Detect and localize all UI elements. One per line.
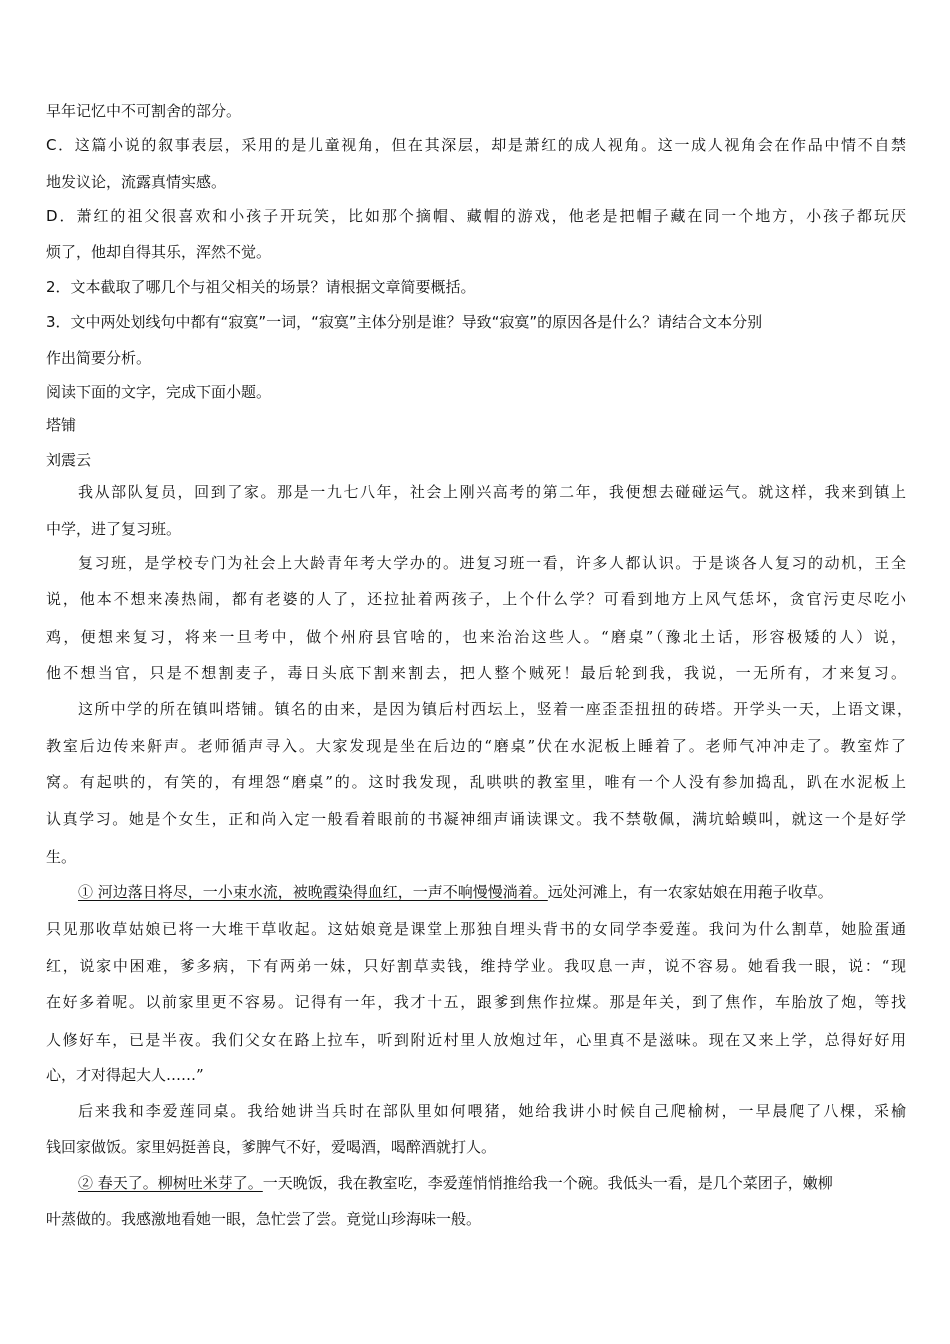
paragraph-4-line-5: 人修好车，已是半夜。我们父女在路上拉车，听到附近村里人放炮过年，心里真不是滋味。现在又来上学，总得好好用 — [46, 1031, 906, 1049]
paragraph-3-line-2: 教室后边传来鼾声。老师循声寻入。大家发现是坐在后边的“磨桌”伏在水泥板上睡着了。老师气冲冲走了。教室炸了 — [46, 737, 906, 755]
paragraph-6-line-1-rest: 一天晚饭，我在教室吃，李爱莲悄悄推给我一个碗。我低头一看，是几个菜团子，嫩柳 — [262, 1174, 833, 1192]
paragraph-3-line-3: 窝。有起哄的，有笑的，有埋怨“磨桌”的。这时我发现，乱哄哄的教室里，唯有一个人没有参加捣乱，趴在水泥板上 — [46, 773, 906, 791]
paragraph-4-line-6: 心，才对得起大人……” — [46, 1066, 204, 1084]
option-c-line-2: 地发议论，流露真情实感。 — [46, 173, 227, 191]
paragraph-2-line-1: 复习班，是学校专门为社会上大龄青年考大学办的。进复习班一看，许多人都认识。于是谈各人复习的动机，王全 — [78, 554, 906, 572]
paragraph-1-line-2: 中学，进了复习班。 — [46, 520, 182, 538]
paragraph-4-line-1 — [78, 882, 912, 902]
paragraph-4-line-1-rest: 远处河滩上，有一农家姑娘在用菢子收草。 — [547, 883, 833, 901]
option-d-line-2: 烦了，他却自得其乐，浑然不觉。 — [46, 243, 272, 261]
paragraph-3-line-1: 这所中学的所在镇叫塔铺。镇名的由来，是因为镇后村西坛上，竖着一座歪歪扭扭的砖塔。开学头一天，上语文课， — [78, 700, 912, 718]
option-c-line-1: C．这篇小说的叙事表层，采用的是儿童视角，但在其深层，却是萧红的成人视角。这一成人视角会在作品中情不自禁 — [46, 136, 906, 154]
story-title: 塔铺 — [46, 416, 77, 434]
paragraph-5-line-1: 后来我和李爱莲同桌。我给她讲当兵时在部队里如何喂猪，她给我讲小时候自己爬榆树，一早晨爬了八棵，采榆 — [78, 1102, 906, 1120]
paragraph-6-line-1 — [78, 1173, 906, 1193]
paragraph-6-line-2: 叶蒸做的。我感激地看她一眼，急忙尝了尝。竟觉山珍海味一般。 — [46, 1210, 482, 1228]
paragraph-4-line-2: 只见那收草姑娘已将一大堆干草收起。这姑娘竟是课堂上那独自埋头背书的女同学李爱莲。我问为什么割草，她脸蛋通 — [46, 920, 906, 938]
paragraph-4-line-3: 红，说家中困难，爹多病，下有两弟一妹，只好割草卖钱，维持学业。我叹息一声，说不容易。她看我一眼，说：“现 — [46, 957, 906, 975]
paragraph-2-line-2: 说，他本不想来凑热闹，都有老婆的人了，还拉扯着两孩子，上个什么学？可看到地方上风气恁坏，贪官污吏尽吃小 — [46, 590, 906, 608]
paragraph-3-line-5: 生。 — [46, 848, 77, 866]
intro-tail-line: 早年记忆中不可割舍的部分。 — [46, 102, 242, 120]
underlined-sentence-2: ② 春天了。柳树吐米芽了。 — [78, 1174, 263, 1192]
question-3-line-1: 3．文中两处划线句中都有“寂寞”一词，“寂寞”主体分别是谁？导致“寂寞”的原因各是什么？请结合文本分别 — [46, 313, 763, 331]
paragraph-4-line-4: 在好多着呢。以前家里更不容易。记得有一年，我才十五，跟爹到焦作拉煤。那是年关，到了焦作，车胎放了炮，等找 — [46, 993, 906, 1011]
paragraph-3-line-4: 认真学习。她是个女生，正和尚入定一般看着眼前的书凝神细声诵读课文。我不禁敬佩，满坑蛤蟆叫，就这一个是好学 — [46, 810, 906, 828]
paragraph-2-line-3: 鸡，便想来复习，将来一旦考中，做个州府县官啥的，也来治治这些人。“磨桌”（豫北土话，形容极矮的人）说， — [46, 628, 906, 646]
paragraph-2-line-4: 他不想当官，只是不想割麦子，毒日头底下割来割去，把人整个贼死！最后轮到我，我说，一无所有，才来复习。 — [46, 664, 906, 682]
story-author: 刘震云 — [46, 451, 92, 469]
underlined-sentence-1: ① 河边落日将尽，一小束水流，被晚霞染得血红，一声不响慢慢淌着。 — [78, 883, 548, 901]
question-3-line-2: 作出简要分析。 — [46, 349, 152, 367]
question-2: 2．文本截取了哪几个与祖父相关的场景？请根据文章简要概括。 — [46, 278, 476, 296]
option-d-line-1: D．萧红的祖父很喜欢和小孩子开玩笑，比如那个摘帽、藏帽的游戏，他老是把帽子藏在同一个地方，小孩子都玩厌 — [46, 207, 906, 225]
paragraph-5-line-2: 钱回家做饭。家里妈挺善良，爹脾气不好，爱喝酒，喝醉酒就打人。 — [46, 1138, 497, 1156]
paragraph-1-line-1: 我从部队复员，回到了家。那是一九七八年，社会上刚兴高考的第二年，我便想去碰碰运气。就这样，我来到镇上 — [78, 483, 906, 501]
reading-instruction: 阅读下面的文字，完成下面小题。 — [46, 383, 272, 401]
